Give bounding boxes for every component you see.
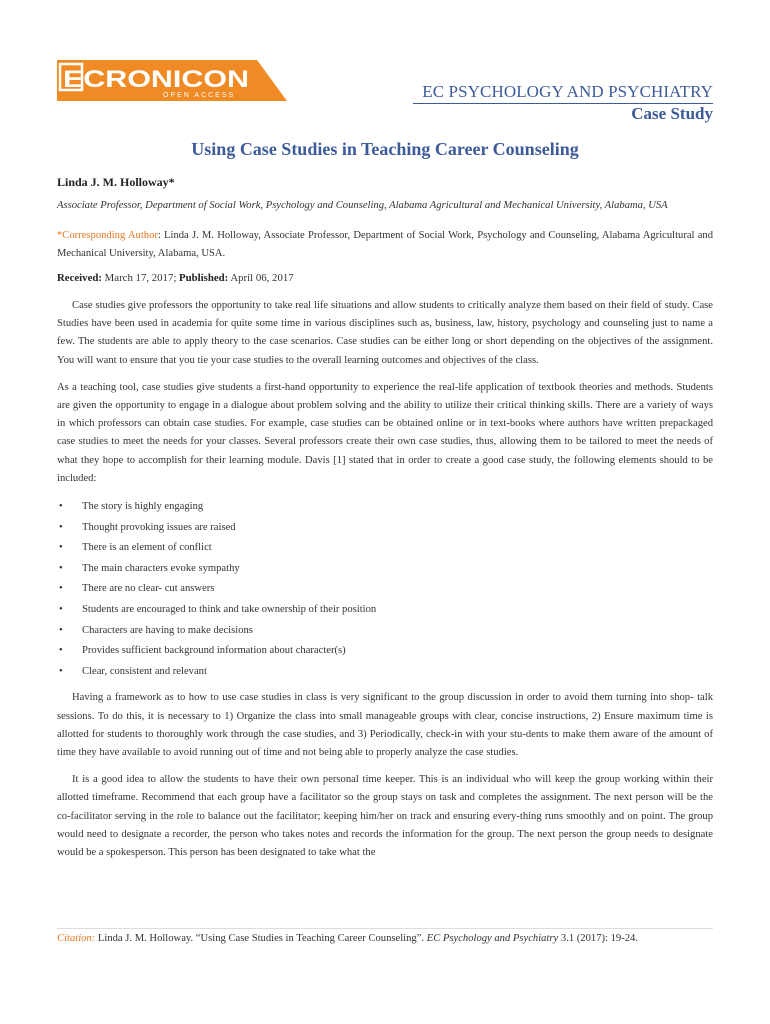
bullet-icon: • xyxy=(59,501,63,513)
bullet-icon: • xyxy=(59,583,63,595)
journal-name: EC PSYCHOLOGY AND PSYCHIATRY xyxy=(422,82,713,101)
list-item xyxy=(57,579,713,600)
citation-issue: 3.1 (2017): 19-24. xyxy=(560,933,638,944)
article-type: Case Study xyxy=(631,104,713,123)
article-title: Using Case Studies in Teaching Career Counseling xyxy=(191,139,579,159)
article-dates xyxy=(57,272,294,284)
corresponding-text: : Linda J. M. Holloway, Associate Professor, Department of Social Work, Psychology and Counseling, Alabama Agricultural and Mechanical University, Alabama, USA. xyxy=(57,230,713,259)
bullet-icon: • xyxy=(59,562,63,574)
list-item-text: There is an element of conflict xyxy=(82,542,212,554)
published-label: Published: xyxy=(179,272,229,284)
bullet-icon: • xyxy=(59,521,63,533)
corresponding-author xyxy=(57,227,713,263)
citation-journal: EC Psychology and Psychiatry xyxy=(426,933,559,944)
paragraph-2: As a teaching tool, case studies give students a first-hand opportunity to experience the real-life application of textbook theories and methods. Students are given the opportunity to engage in a dialogue about problem solving and the ability to utilize their critical thinking skills. There are a variety of ways in which professors can obtain case studies. For example, case studies can be obtained online or in text-books where authors have written prepackaged case studies to meet the needs for your classes. Several professors create their own case studies, thus, allowing them to be tailored to meet the needs of what they hope to accomplish for their learning module. Davis [1] stated that in order to create a good case study, the following elements should to be included: xyxy=(57,381,713,484)
ecronicon-logo xyxy=(57,60,287,101)
bullet-icon: • xyxy=(59,542,63,554)
elements-list xyxy=(57,497,713,682)
paragraph-4: It is a good idea to allow the students to have their own personal time keeper. This is an individual who will keep the group working within their allotted timeframe. Recommend that each group have a facilitator so the group stays on task and completes the assignment. The next person will be the co-facilitator serving in the role to balance out the facilitator; keeping him/her on track and ensuring every-thing runs smoothly and on point. The group would need to designate a recorder, the person who takes notes and records the information for the group. The next person the group needs to designate would be a spokesperson. This person has been designated to take what the xyxy=(57,774,713,858)
logo-text: ECRONICON xyxy=(63,66,249,93)
author-affiliation: Associate Professor, Department of Social Work, Psychology and Counseling, Alabama Agricultural and Mechanical University, Alabama, USA xyxy=(57,200,668,211)
paragraph-3: Having a framework as to how to use case studies in class is very significant to the group discussion in order to avoid them turning into shop- talk sessions. To do this, it is necessary to 1) Organize the class into small manageable groups with clear, concise instructions, 2) Ensure maximum time is allotted for students to thoroughly work through the case studies, and 3) Periodically, check-in with your stu-dents to make them aware of the amount of time they have available to avoid running out of time and not being able to properly analyze the case studies. xyxy=(57,692,713,758)
list-item xyxy=(57,662,713,683)
list-item xyxy=(57,641,713,662)
paragraph-1: Case studies give professors the opportunity to take real life situations and allow students to critically analyze them based on their field of study. Case Studies have been used in academia for quite some time in various disciplines such as, business, law, history, psychology and counseling just to name a few. The students are able to apply theory to the case scenarios. Case studies can be either long or short depending on the objectives of the assignment. You will want to ensure that you tie your case studies to the overall learning outcomes and objectives of the class. xyxy=(57,300,713,366)
list-item xyxy=(57,600,713,621)
list-item xyxy=(57,559,713,580)
list-item xyxy=(57,518,713,539)
article-body xyxy=(57,297,713,871)
citation-label: Citation: xyxy=(57,933,96,944)
bullet-icon: • xyxy=(59,665,63,677)
list-item xyxy=(57,538,713,559)
author-name: Linda J. M. Holloway* xyxy=(57,175,175,189)
list-item-text: There are no clear- cut answers xyxy=(82,583,215,595)
list-item-text: The story is highly engaging xyxy=(82,501,204,513)
list-item-text: Characters are having to make decisions xyxy=(82,624,253,636)
list-item xyxy=(57,621,713,642)
list-item-text: The main characters evoke sympathy xyxy=(82,562,240,574)
list-item-text: Thought provoking issues are raised xyxy=(82,521,236,533)
logo-tagline: OPEN ACCESS xyxy=(163,92,236,99)
bullet-icon: • xyxy=(59,645,63,657)
published-date: April 06, 2017 xyxy=(230,272,294,284)
list-item-text: Students are encouraged to think and take ownership of their position xyxy=(82,604,377,615)
list-item xyxy=(57,497,713,518)
citation xyxy=(57,933,717,944)
received-date: March 17, 2017; xyxy=(104,272,177,284)
citation-text: Linda J. M. Holloway. “Using Case Studies in Teaching Career Counseling”. xyxy=(97,933,425,944)
list-item-text: Provides sufficient background information about character(s) xyxy=(82,645,346,657)
corresponding-label: *Corresponding Author xyxy=(57,230,158,241)
list-item-text: Clear, consistent and relevant xyxy=(82,665,207,677)
bullet-icon: • xyxy=(59,604,63,615)
received-label: Received: xyxy=(57,272,102,284)
footer-divider xyxy=(57,928,713,929)
bullet-icon: • xyxy=(59,624,63,636)
